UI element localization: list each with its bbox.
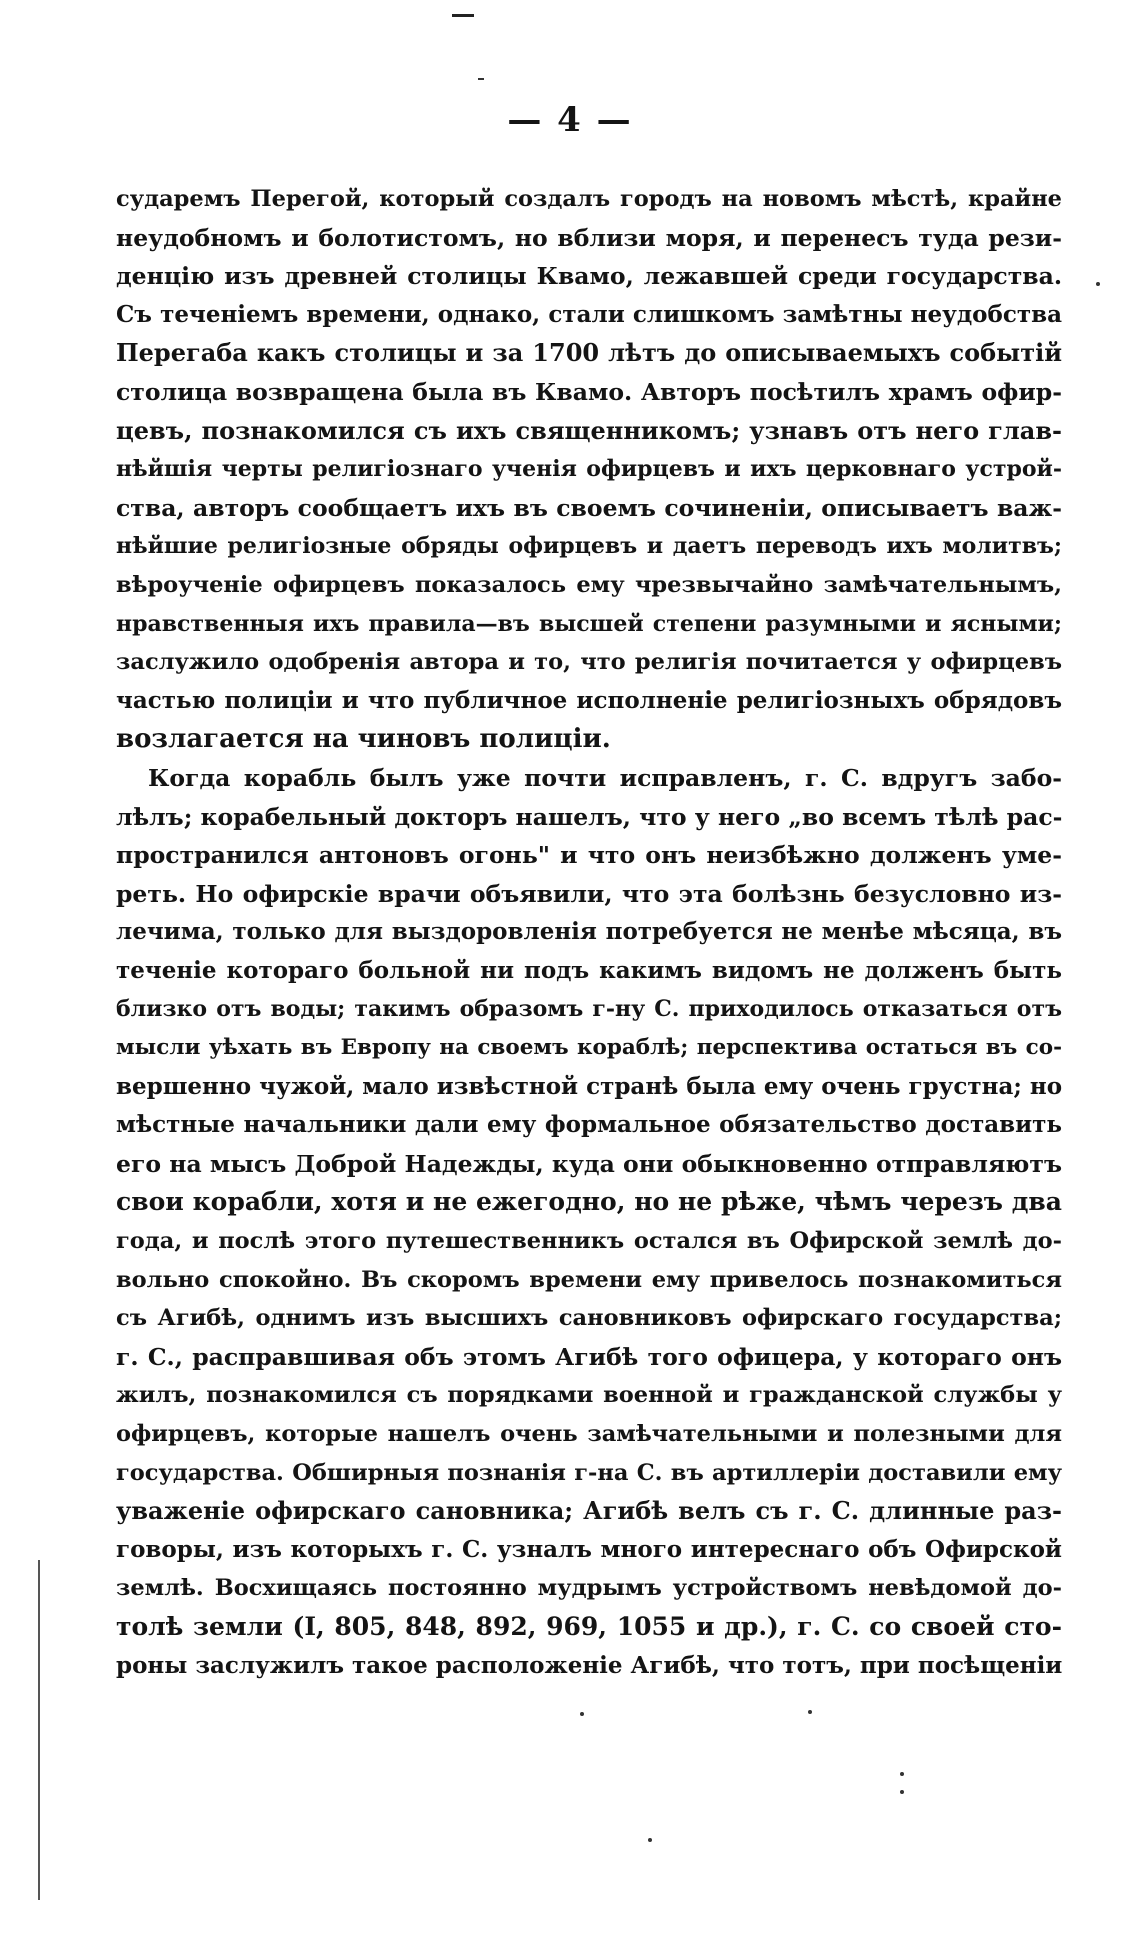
speck: [900, 1772, 904, 1776]
text-line: пространился антоновъ огонь" и что онъ неизбѣжно долженъ уме-: [116, 841, 1062, 870]
speck: [580, 1712, 584, 1716]
text-line: Когда корабль былъ уже почти исправленъ, г. С. вдругъ забо-: [148, 763, 1062, 792]
text-line: близко отъ воды; такимъ образомъ г-ну С. приходилось отказаться отъ: [116, 996, 1062, 1023]
text-line: неудобномъ и болотистомъ, но вблизи моря, и перенесъ туда рези-: [116, 223, 1062, 252]
text-line: возлагается на чиновъ полиціи.: [116, 724, 611, 755]
text-line: офирцевъ, которые нашелъ очень замѣчательными и полезными для: [116, 1421, 1062, 1447]
speck: [1096, 282, 1100, 286]
text-line: заслужило одобренія автора и то, что религія почитается у офирцевъ: [116, 649, 1062, 676]
text-line: нѣйшія черты религіознаго ученія офирцевъ и ихъ церковнаго устрой-: [116, 456, 1062, 483]
text-line: роны заслужилъ такое расположеніе Агибѣ, что тотъ, при посѣщеніи: [116, 1651, 1062, 1679]
body-text: [116, 180, 1062, 1685]
text-line: съ Агибѣ, однимъ изъ высшихъ сановниковъ офирскаго государства;: [116, 1305, 1062, 1332]
text-line: ства, авторъ сообщаетъ ихъ въ своемъ сочиненіи, описываетъ важ-: [116, 493, 1062, 522]
speck: [900, 1790, 904, 1794]
text-line: лѣлъ; корабельный докторъ нашелъ, что у него „во всемъ тѣлѣ рас-: [116, 802, 1062, 831]
text-line: нѣйшие религіозные обряды офирцевъ и даетъ переводъ ихъ молитвъ;: [116, 533, 1062, 560]
text-line: Съ теченіемъ времени, однако, стали слишкомъ замѣтны неудобства: [116, 300, 1062, 328]
text-line: его на мысъ Доброй Надежды, куда они обыкновенно отправляютъ: [116, 1149, 1062, 1178]
paragraph-1: [116, 180, 1062, 759]
text-line: толѣ земли (I, 805, 848, 892, 969, 1055 и др.), г. С. со своей сто-: [116, 1611, 1062, 1641]
text-line: частью полиціи и что публичное исполненіе религіозныхъ обрядовъ: [116, 686, 1062, 714]
speck: [478, 78, 484, 80]
text-line: вершенно чужой, мало извѣстной странѣ была ему очень грустна; но: [116, 1072, 1062, 1100]
text-line: вольно спокойно. Въ скоромъ времени ему привелось познакомиться: [116, 1266, 1062, 1293]
text-line: уваженіе офирскаго сановника; Агибѣ велъ съ г. С. длинные раз-: [116, 1496, 1062, 1526]
text-line: реть. Но офирскіе врачи объявили, что эта болѣзнь безусловно из-: [116, 879, 1062, 908]
text-line: нравственныя ихъ правила—въ высшей степени разумными и ясными;: [116, 610, 1062, 637]
speck: [808, 1710, 812, 1714]
text-line: мѣстные начальники дали ему формальное обязательство доставить: [116, 1111, 1062, 1139]
text-line: землѣ. Восхищаясь постоянно мудрымъ устройствомъ невѣдомой до-: [116, 1575, 1062, 1602]
text-line: денцію изъ древней столицы Квамо, лежавшей среди государства.: [116, 262, 1062, 291]
text-line: цевъ, познакомился съ ихъ священникомъ; узнавъ отъ него глав-: [116, 415, 1062, 445]
paragraph-2: [116, 759, 1062, 1685]
text-line: свои корабли, хотя и не ежегодно, но не рѣже, чѣмъ черезъ два: [116, 1187, 1062, 1217]
scan-mark-top: [452, 14, 474, 17]
text-line: мысли уѣхать въ Европу на своемъ кораблѣ; перспектива остаться въ со-: [116, 1035, 1062, 1061]
text-line: сударемъ Перегой, который создалъ городъ на новомъ мѣстѣ, крайне: [116, 186, 1062, 212]
text-line: вѣроученіе офирцевъ показалось ему чрезвычайно замѣчательнымъ,: [116, 571, 1062, 598]
text-line: государства. Обширныя познанія г-на С. въ артиллеріи доставили ему: [116, 1459, 1062, 1486]
text-line: столица возвращена была въ Квамо. Авторъ посѣтилъ храмъ офир-: [116, 377, 1062, 406]
speck: [648, 1838, 652, 1842]
text-line: года, и послѣ этого путешественникъ остался въ Офирской землѣ до-: [116, 1228, 1062, 1255]
text-line: теченіе котораго больной ни подъ какимъ видомъ не долженъ быть: [116, 956, 1062, 984]
text-line: говоры, изъ которыхъ г. С. узналъ много интереснаго объ Офирской: [116, 1535, 1062, 1563]
scan-mark-left: [38, 1560, 40, 1900]
text-line: жилъ, познакомился съ порядками военной и гражданской службы у: [116, 1382, 1062, 1409]
text-line: лечима, только для выздоровленія потребуется не менѣе мѣсяца, въ: [116, 918, 1062, 946]
text-line: Перегаба какъ столицы и за 1700 лѣтъ до описываемыхъ событій: [116, 338, 1062, 368]
text-line: г. С., расправшивая объ этомъ Агибѣ того офицера, у котораго онъ: [116, 1342, 1062, 1371]
page-number: — 4 —: [507, 100, 633, 140]
